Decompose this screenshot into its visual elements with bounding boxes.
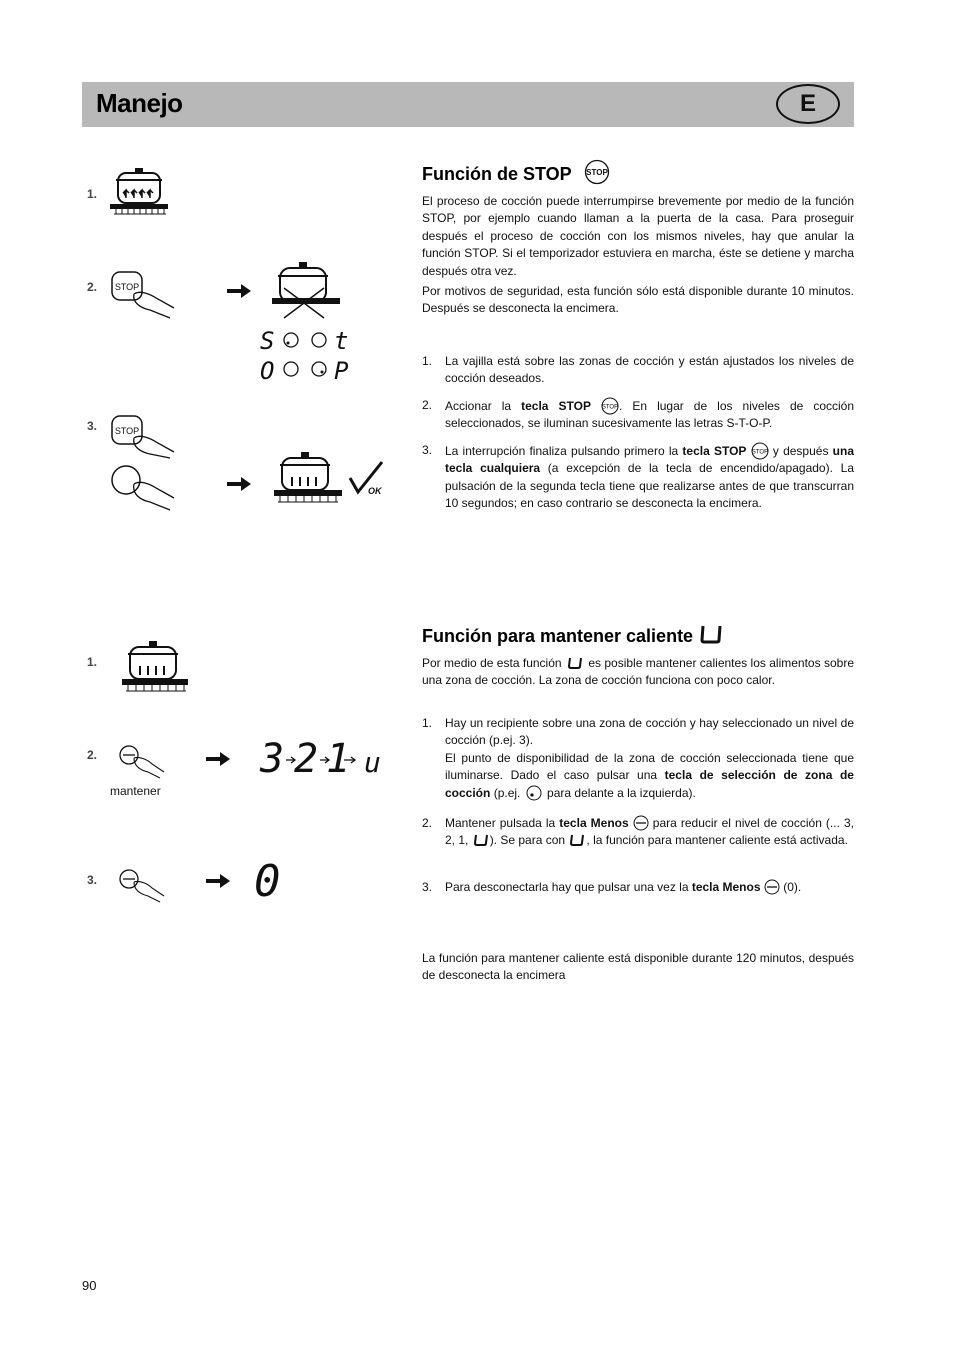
seq-keep-warm-symbol: u	[364, 746, 381, 779]
zone-select-key-icon	[526, 785, 542, 801]
stop-step-3: 3. La interrupción finaliza pulsando primero la tecla STOP STOP y después una tecla cualquiera (a excepción de la tecla de encendido/apagado). La pulsación de la segunda tecla tiene que realizarse antes de que transcurran 10 segundos; en caso contrario se desconecta la encimera.	[422, 443, 855, 511]
page-title: Manejo	[96, 88, 183, 118]
stop-step-1: 1. La vajilla está sobre las zonas de cocción y están ajustados los niveles de cocción deseados.	[422, 354, 854, 386]
ok-label: OK	[368, 486, 382, 496]
finger-press-minus-figure-2	[118, 868, 166, 904]
finger-press-stop-figure	[110, 268, 178, 320]
zero-display	[254, 856, 284, 907]
keep-warm-heading-text: Función para mantener caliente	[422, 626, 694, 646]
final-digit: 0	[254, 856, 281, 907]
svg-text:STOP: STOP	[601, 404, 619, 411]
page-number: 90	[82, 1278, 97, 1293]
pot-on-hob-figure-3	[120, 641, 192, 695]
stop-key-icon	[584, 159, 610, 185]
pot-on-hob-figure-2	[272, 452, 344, 506]
seq-digit-1: 1	[326, 736, 351, 782]
stop-safety-paragraph: Por motivos de seguridad, esta función sólo está disponible durante 10 minutos. Después se desconecta la encimera.	[422, 284, 854, 316]
stop-fig-label-2: 2.	[87, 280, 98, 294]
keep-warm-icon	[700, 624, 722, 644]
arrow-right-icon	[206, 752, 230, 766]
minus-key-icon	[764, 879, 780, 895]
svg-text:STOP: STOP	[751, 449, 768, 456]
stop-key-icon	[751, 442, 769, 460]
pot-crossed-figure	[270, 258, 342, 322]
stop-key-text: STOP	[114, 426, 140, 436]
level-sequence-display	[260, 736, 390, 782]
keep-warm-step-1: 1. Hay un recipiente sobre una zona de cocción y hay seleccionado un nivel de cocción (p.ej. 3). El punto de disponibilidad de la zona de cocción seleccionada tiene que iluminarse. Dado el caso pulsar una tecla de selección de zona de cocción (p.ej. para delante a la izquierda).	[422, 716, 854, 800]
stop-heading	[422, 164, 610, 185]
arrow-right-icon	[227, 477, 251, 491]
stop-key-text: STOP	[114, 282, 140, 292]
keep-warm-icon	[474, 834, 488, 846]
stop-fig-label-1: 1.	[87, 187, 98, 201]
warm-fig-label-3: 3.	[87, 873, 98, 887]
keep-warm-step-2: 2. Mantener pulsada la tecla Menos para reducir el nivel de cocción (... 3, 2, 1, ). Se para con , la función para mantener caliente está activada.	[422, 816, 854, 848]
stop-fig-label-3: 3.	[87, 419, 98, 433]
language-badge	[776, 84, 840, 124]
keep-warm-heading	[422, 624, 722, 647]
stop-intro-paragraph: El proceso de cocción puede interrumpirse brevemente por medio de la función STOP, por ejemplo cuando llaman a la puerta de la casa. Para proseguir después el proceso de cocción con los mismos niveles, hay que anular la función STOP. Si el temporizador estuviera en marcha, éste se detiene y marcha después otra vez.	[422, 194, 854, 278]
seq-digit-3: 3	[260, 736, 285, 782]
keep-warm-icon	[570, 834, 584, 846]
keep-warm-step-3: 3. Para desconectarla hay que pulsar una vez la tecla Menos (0).	[422, 880, 802, 894]
warm-fig-label-2: 2.	[87, 748, 98, 762]
keep-warm-footer-note: La función para mantener caliente está disponible durante 120 minutos, después de desconecta la encimera	[422, 951, 854, 983]
keep-warm-icon	[568, 657, 582, 669]
display-letter-s: S	[260, 327, 275, 355]
arrow-right-icon	[227, 284, 251, 298]
warm-fig-label-1: 1.	[87, 655, 98, 669]
stop-letters-display	[258, 327, 352, 383]
language-letter: E	[799, 90, 816, 117]
seq-digit-2: 2	[294, 736, 319, 782]
display-letter-t: t	[334, 327, 349, 355]
stop-key-icon	[601, 397, 619, 415]
stop-heading-text: Función de STOP	[422, 164, 572, 184]
svg-text:STOP: STOP	[586, 168, 609, 178]
checkmark-ok-icon	[348, 462, 388, 498]
display-letter-p: P	[334, 357, 349, 385]
stop-step-2: 2. Accionar la tecla STOP STOP . En lugar de los niveles de cocción seleccionados, se iluminan sucesivamente las letras S-T-O-P.	[422, 398, 855, 431]
hold-label: mantener	[110, 784, 161, 798]
display-letter-o: O	[260, 357, 275, 385]
pot-on-hob-figure	[108, 168, 170, 216]
minus-key-icon	[633, 815, 649, 831]
header-bar	[82, 82, 854, 127]
arrow-right-icon	[206, 874, 230, 888]
finger-press-minus-figure	[118, 744, 166, 780]
finger-press-stop-figure-2	[110, 412, 178, 460]
keep-warm-intro: Por medio de esta función es posible mantener calientes los alimentos sobre una zona de cocción. La zona de cocción funciona con poco calor.	[422, 656, 854, 688]
finger-press-any-key-figure	[110, 462, 178, 514]
